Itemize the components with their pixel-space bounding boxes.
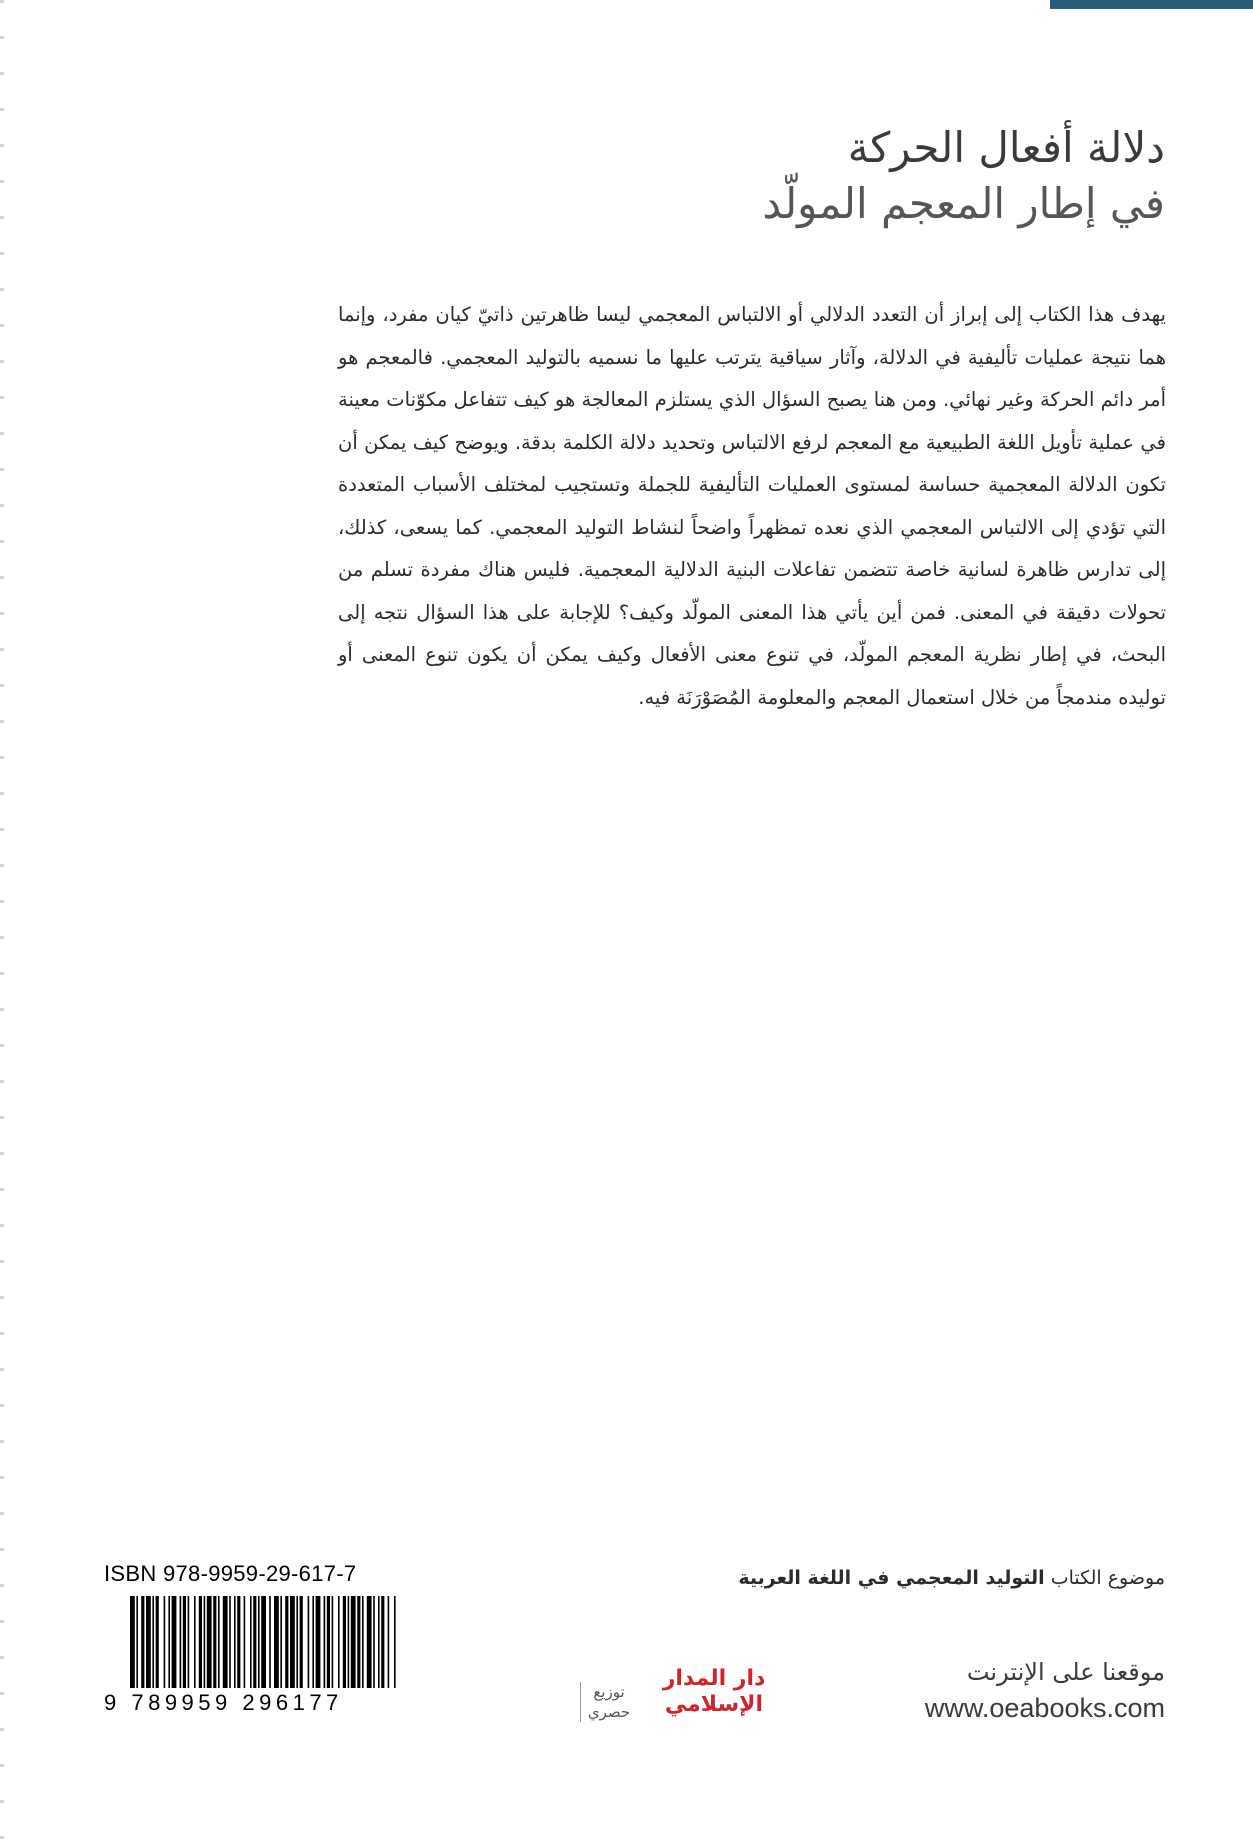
website-url[interactable]: www.oeabooks.com: [924, 1693, 1165, 1723]
barcode-bar: [218, 1596, 220, 1688]
barcode-bar: [188, 1596, 190, 1688]
barcode-bar: [351, 1596, 356, 1688]
barcode-bar: [381, 1596, 384, 1688]
website-info: [865, 1654, 1165, 1726]
barcode-bar: [229, 1596, 231, 1688]
barcode-bar: [269, 1596, 271, 1688]
barcode-bar: [261, 1596, 266, 1688]
barcode-digits: 9 789959 296177: [104, 1690, 343, 1715]
title-line-2: في إطار المعجم المولّد: [762, 179, 1165, 228]
barcode-bar: [146, 1596, 151, 1688]
barcode-bar: [172, 1596, 177, 1688]
barcode-bar: [394, 1596, 396, 1688]
book-subject: [605, 1560, 1165, 1596]
barcode-bar: [312, 1596, 314, 1688]
book-description: يهدف هذا الكتاب إلى إبراز أن التعدد الدلالي أو الالتباس المعجمي ليسا ظاهرتين ذاتيّ كيان مفرد، وإنما هما نتيجة عمليات تأليفية في الدلالة، وآثار سياقية يترتب عليها ما نسميه بالتوليد المعجمي. فالمعجم هو أمر دائم الحركة وغير نهائي. ومن هنا يصبح السؤال الذي يستلزم المعالجة هو كيف تتفاعل مكوّنات معينة في عملية تأويل اللغة الطبيعية مع المعجم لرفع الالتباس وتحديد دلالة الكلمة بدقة. ويوضح كيف يمكن أن تكون الدلالة المعجمية حساسة لمستوى العمليات التأليفية للجملة وتستجيب لمختلف الأسباب المتعددة التي تؤدي إلى الالتباس المعجمي الذي نعده تمظهراً واضحاً لنشاط التوليد المعجمي. كما يسعى، كذلك، إلى تدارس ظاهرة لسانية خاصة تتضمن تفاعلات البنية الدلالية المعجمية. فليس هناك مفردة تسلم من تحولات دقيقة في المعنى. فمن أين يأتي هذا المعنى المولّد وكيف؟ للإجابة على هذا السؤال نتجه إلى البحث، في إطار نظرية المعجم المولّد، في تنوع معنى الأفعال وكيف يمكن أن يكون تنوع المعنى أو توليده مندمجاً من خلال استعمال المعجم والمعلومة المُصَوْرَنَة فيه.: [338, 303, 1166, 709]
barcode-bar: [130, 1596, 135, 1688]
barcode-bar: [378, 1596, 380, 1688]
barcode-bar: [180, 1596, 182, 1688]
barcode-bar: [327, 1596, 330, 1688]
barcode-bar: [343, 1596, 346, 1688]
title-line-1: دلالة أفعال الحركة: [847, 123, 1165, 172]
barcode-bar: [274, 1596, 279, 1688]
distribution-line-1: توزيع: [593, 1683, 625, 1701]
barcode-bar: [373, 1596, 375, 1688]
barcode-bar: [237, 1596, 240, 1688]
distribution-line-2: حصري: [587, 1703, 631, 1721]
barcode-bar: [316, 1596, 321, 1688]
barcode-bar: [388, 1596, 390, 1688]
barcode-bar: [213, 1596, 216, 1688]
barcode-bar: [141, 1596, 144, 1688]
barcode-bar: [136, 1596, 138, 1688]
barcode-bar: [300, 1596, 303, 1688]
barcode-bar: [362, 1596, 364, 1688]
publisher-name-line-1: دار المدار: [662, 1666, 766, 1691]
publisher-name: [644, 1666, 784, 1718]
barcode-bar: [199, 1596, 202, 1688]
barcode-bar: [332, 1596, 334, 1688]
barcode-icon: [104, 1596, 404, 1688]
barcode-bar: [348, 1596, 350, 1688]
isbn-text: ISBN 978-9959-29-617-7: [104, 1561, 357, 1586]
barcode-bar: [296, 1596, 298, 1688]
barcode-bar: [357, 1596, 360, 1688]
website-label: موقعنا على الإنترنت: [966, 1658, 1165, 1686]
barcode-bar: [156, 1596, 159, 1688]
subject-label: موضوع الكتاب: [1050, 1567, 1165, 1589]
isbn-block: [104, 1560, 404, 1715]
barcode-bar: [338, 1596, 340, 1688]
barcode-bar: [204, 1596, 206, 1688]
barcode-bar: [164, 1596, 166, 1688]
barcode-bar: [324, 1596, 326, 1688]
barcode-bar: [290, 1596, 295, 1688]
barcode-bar: [207, 1596, 212, 1688]
page-edge-marks: [0, 0, 4, 1844]
barcode-bar: [168, 1596, 170, 1688]
publisher-name-line-2: الإسلامي: [664, 1692, 764, 1717]
barcode-bar: [367, 1596, 372, 1688]
barcode-bar: [194, 1596, 196, 1688]
barcode-bar: [253, 1596, 256, 1688]
barcode-bar: [223, 1596, 228, 1688]
barcode-bar: [250, 1596, 252, 1688]
barcode-bar: [244, 1596, 246, 1688]
exclusive-distribution: [580, 1682, 637, 1722]
book-title: [465, 120, 1165, 232]
subject-value: التوليد المعجمي في اللغة العربية: [738, 1567, 1045, 1589]
barcode-bar: [285, 1596, 288, 1688]
top-accent-bar: [1050, 0, 1253, 9]
publisher-logo: [580, 1662, 790, 1732]
barcode-bar: [308, 1596, 310, 1688]
barcode-bar: [280, 1596, 282, 1688]
barcode-bar: [183, 1596, 186, 1688]
barcode-bar: [258, 1596, 260, 1688]
barcode-bar: [234, 1596, 236, 1688]
barcode-bar: [152, 1596, 154, 1688]
